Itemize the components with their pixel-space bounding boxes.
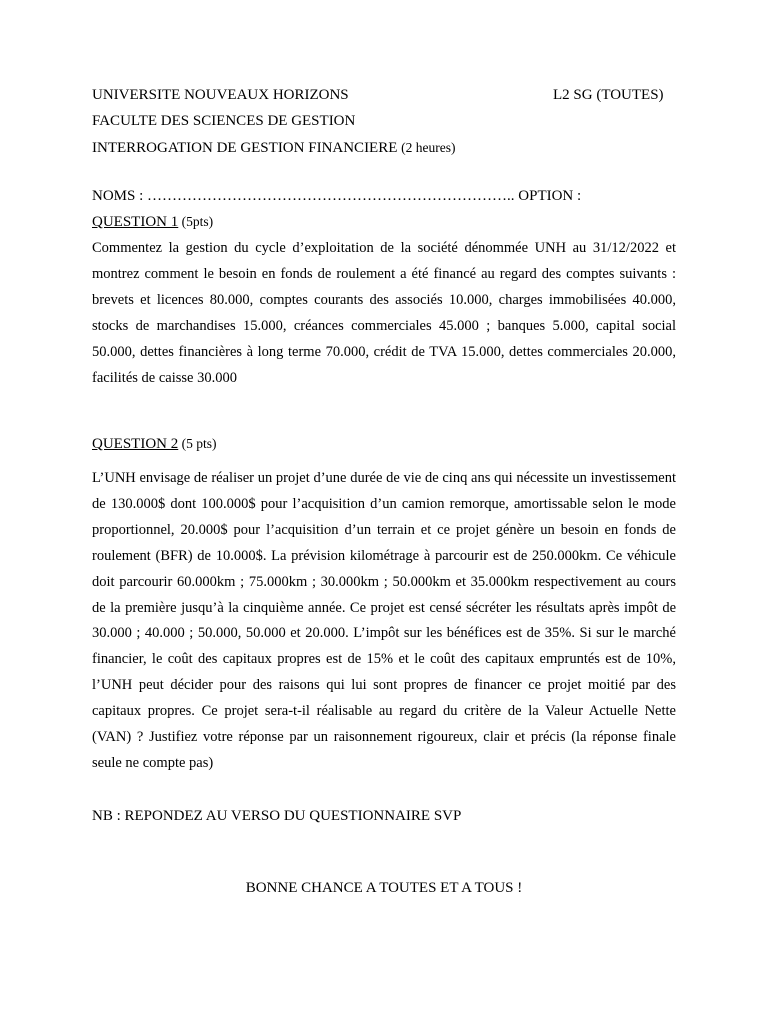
class-level: L2 SG (TOUTES) xyxy=(553,87,664,103)
exam-title-line xyxy=(92,139,456,157)
question-2-points: (5 pts) xyxy=(178,436,217,451)
exam-title: INTERROGATION DE GESTION FINANCIERE xyxy=(92,140,398,156)
question-1-text: Commentez la gestion du cycle d’exploitation de la société dénommée UNH au 31/12/2022 et montrez comment le besoin en fonds de roulement a été financé au regard des comptes suivants : brevets et licences 80.000, comptes courants des associés 10.000, charges immobilisées 40.000, stocks de marchandises 15.000, créances commerciales 45.000 ; banques 5.000, capital social 50.000, dettes financières à long terme 70.000, crédit de TVA 15.000, dettes commerciales 20.000, facilités de caisse 30.000 xyxy=(92,240,676,386)
question-1-title: QUESTION 1 xyxy=(92,214,179,230)
question-1-points: (5pts) xyxy=(178,214,214,229)
question-2-text: L’UNH envisage de réaliser un projet d’une durée de vie de cinq ans qui nécessite un investissement de 130.000$ dont 100.000$ pour l’acquisition d’un camion remorque, amortissable selon le mode proportionnel, 20.000$ pour l’acquisition d’un terrain et ce projet génère un besoin en fonds de roulement (BFR) de 10.000$. La prévision kilométrage à parcourir est de 250.000km. Ce véhicule doit parcourir 60.000km ; 75.000km ; 30.000km ; 50.000km et 35.000km respectivement au cours de la première jusqu’à la cinquième année. Ce projet est censé sécréter les résultats après impôt de 30.000 ; 40.000 ; 50.000, 50.000 et 20.000. L’impôt sur les bénéfices est de 35%. Si sur le marché financier, le coût des capitaux propres est de 15% et le coût des capitaux empruntés est de 10%, l’UNH peut décider pour des raisons qui lui sont propres de financer ce projet moitié par des capitaux propres. Ce projet sera-t-il réalisable au regard du critère de la Valeur Actuelle Nette (VAN) ? Justifiez votre réponse par un raisonnement rigoureux, clair et précis (la réponse finale seule ne compte pas) xyxy=(92,470,676,771)
names-line xyxy=(92,187,581,205)
university-name: UNIVERSITE NOUVEAUX HORIZONS xyxy=(92,87,349,103)
note: NB : REPONDEZ AU VERSO DU QUESTIONNAIRE SVP xyxy=(92,808,462,824)
question-1-heading xyxy=(92,213,213,231)
closing-message: BONNE CHANCE A TOUTES ET A TOUS ! xyxy=(245,880,523,896)
option-label: . OPTION : xyxy=(510,188,582,204)
faculty-name: FACULTE DES SCIENCES DE GESTION xyxy=(92,113,356,129)
exam-duration: (2 heures) xyxy=(401,140,456,155)
question-2-title: QUESTION 2 xyxy=(92,436,179,452)
names-label: NOMS : ………………………………………………………………. xyxy=(92,188,511,204)
question-2-heading xyxy=(92,435,217,453)
